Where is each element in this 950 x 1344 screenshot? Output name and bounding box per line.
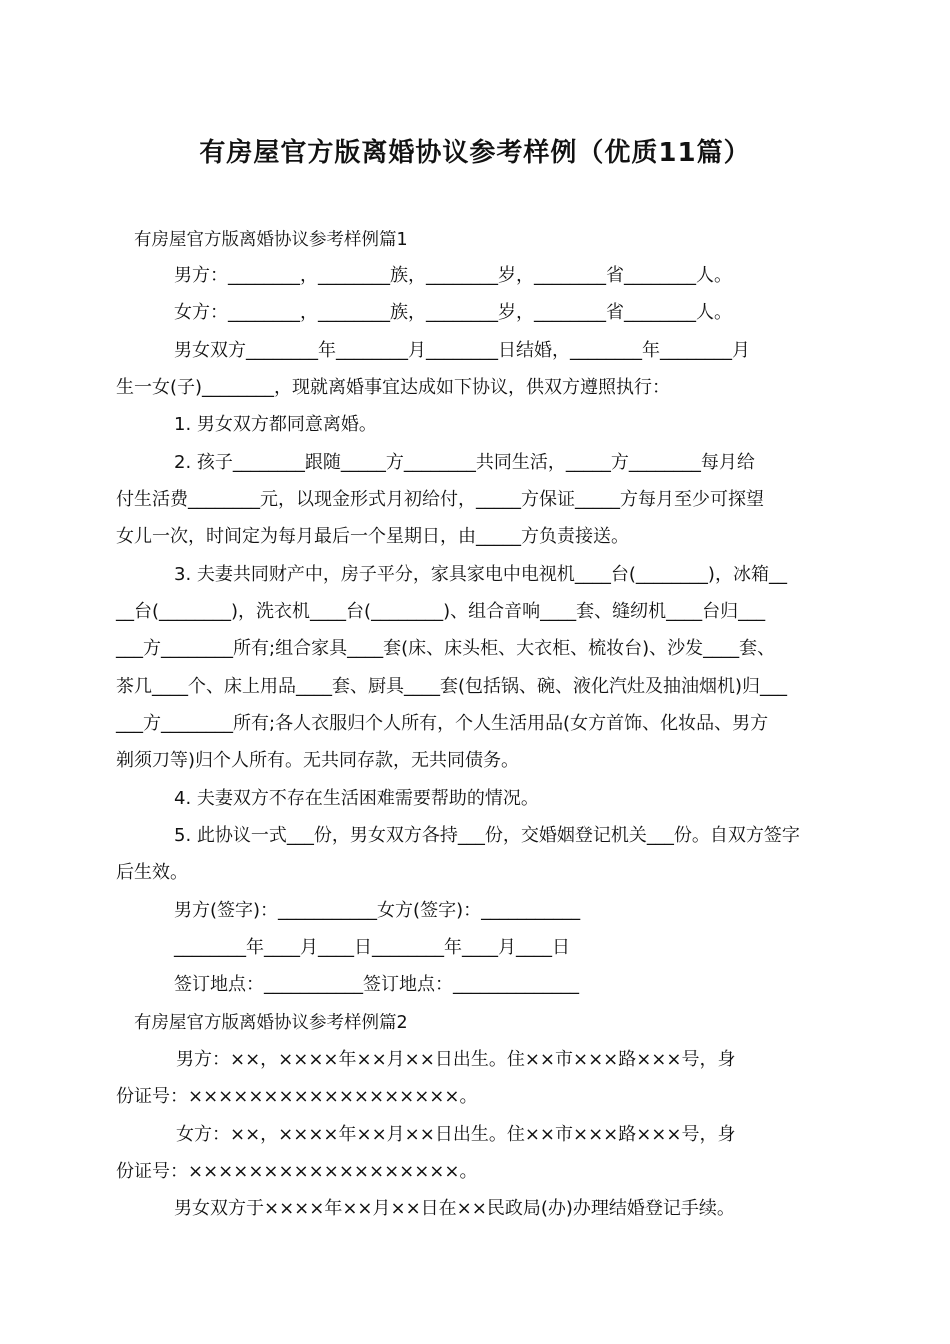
paragraph-line: 3. 夫妻共同财产中，房子平分，家具家电中电视机____台(________)，冰箱__	[174, 564, 787, 585]
paragraph-line: 5. 此协议一式___份，男女双方各持___份，交婚姻登记机关___份。自双方签字	[174, 825, 800, 846]
document-title: 有房屋官方版离婚协议参考样例（优质11篇）	[199, 138, 751, 168]
signature-line: 男方(签字)：___________女方(签字)：___________	[174, 900, 581, 921]
section-heading-1: 有房屋官方版离婚协议参考样例篇1	[134, 230, 408, 250]
paragraph-line: 茶几____个、床上用品____套、厨具____套(包括锅、碗、液化汽灶及抽油烟机)归___	[116, 676, 788, 697]
paragraph-line: 付生活费________元，以现金形式月初给付，_____方保证_____方每月至少可探望	[116, 489, 764, 510]
paragraph-line: 女方：________，________族，________岁，________省________人。	[174, 302, 732, 323]
paragraph-line: 份证号：××××××××××××××××××。	[116, 1161, 478, 1182]
paragraph-line: 后生效。	[116, 862, 188, 883]
paragraph-line: 2. 孩子________跟随_____方________共同生活，_____方________每月给	[174, 452, 755, 473]
paragraph-line: 男方：________，________族，________岁，________省________人。	[174, 265, 732, 286]
date-line: ________年____月____日________年____月____日	[174, 937, 570, 958]
paragraph-line: ___方________所有;各人衣服归个人所有，个人生活用品(女方首饰、化妆品、男方	[116, 713, 769, 734]
paragraph-line: 男方：××，××××年××月××日出生。住××市×××路×××号，身	[176, 1049, 736, 1070]
paragraph-line: 4. 夫妻双方不存在生活困难需要帮助的情况。	[174, 788, 539, 809]
paragraph-line: 剃须刀等)归个人所有。无共同存款，无共同债务。	[116, 750, 520, 771]
paragraph-line: 女儿一次，时间定为每月最后一个星期日，由_____方负责接送。	[116, 526, 629, 547]
paragraph-line: 男女双方________年________月________日结婚，________年________月	[174, 340, 750, 361]
paragraph-line: 1. 男女双方都同意离婚。	[174, 414, 377, 435]
paragraph-line: 份证号：××××××××××××××××××。	[116, 1086, 478, 1107]
paragraph-line: 男女双方于××××年××月××日在××民政局(办)办理结婚登记手续。	[174, 1198, 735, 1219]
section-heading-2: 有房屋官方版离婚协议参考样例篇2	[134, 1013, 408, 1033]
paragraph-line: 女方：××，××××年××月××日出生。住××市×××路×××号，身	[176, 1124, 736, 1145]
location-line: 签订地点：___________签订地点：______________	[174, 974, 579, 995]
paragraph-line: __台(________)，洗衣机____台(________)、组合音响____套、缝纫机____台归___	[116, 601, 766, 622]
paragraph-line: ___方________所有;组合家具____套(床、床头柜、大衣柜、梳妆台)、沙发____套、	[116, 638, 776, 659]
paragraph-line: 生一女(子)________，现就离婚事宜达成如下协议，供双方遵照执行：	[116, 377, 671, 398]
